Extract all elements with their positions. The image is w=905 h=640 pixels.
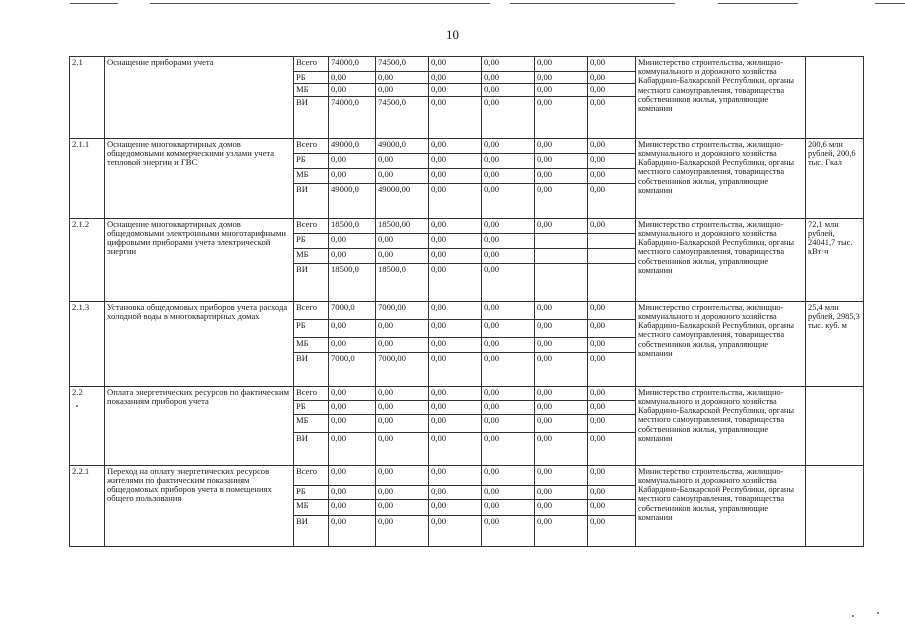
funding-amount: 0,00 [588, 400, 636, 414]
scan-speck [877, 612, 879, 614]
funding-amount: 0,00 [535, 57, 588, 72]
item-code: 2.1.3 [70, 301, 105, 386]
funding-amount: 0,00 [429, 352, 482, 386]
funding-amount: 0,00 [376, 499, 429, 515]
funding-amount: 0,00 [535, 414, 588, 432]
funding-amount: 0,00 [429, 263, 482, 301]
funding-amount: 0,00 [482, 432, 535, 465]
table-row [70, 301, 864, 319]
funding-source: Всего [294, 465, 329, 485]
funding-amount: 18500,0 [376, 263, 429, 301]
funding-amount: 49000,0 [329, 183, 376, 218]
funding-amount: 0,00 [482, 352, 535, 386]
item-name: Оснащение многоквартирных домов общедомовыми электронными многотарифными цифровыми приборами учета электрической энергии [105, 218, 294, 301]
funding-amount: 0,00 [429, 386, 482, 400]
funding-amount: 0,00 [429, 465, 482, 485]
funding-source: ВИ [294, 515, 329, 546]
responsible-executors: Министерство строительства, жилищно-коммунального и дорожного хозяйства Кабардино-Балкарской Республики, органы местного самоуправления, товарищества собственников жилья, управляющие компании [636, 465, 806, 546]
funding-amount: 0,00 [535, 465, 588, 485]
funding-amount: 7000,00 [376, 301, 429, 319]
funding-amount: 0,00 [329, 248, 376, 263]
funding-amount: 0,00 [482, 337, 535, 352]
item-name: Установка общедомовых приборов учета расхода холодной воды в многоквартирных домах [105, 301, 294, 386]
funding-amount [588, 248, 636, 263]
funding-source: РБ [294, 233, 329, 248]
responsible-executors: Министерство строительства, жилищно-коммунального и дорожного хозяйства Кабардино-Балкарской Республики, органы местного самоуправления, товарищества собственников жилья, управляющие компании [636, 57, 806, 139]
funding-source: МБ [294, 168, 329, 183]
funding-amount: 0,00 [482, 57, 535, 72]
funding-amount: 0,00 [429, 414, 482, 432]
funding-amount: 0,00 [588, 386, 636, 400]
funding-amount: 0,00 [588, 96, 636, 138]
funding-amount: 0,00 [376, 248, 429, 263]
funding-amount: 0,00 [429, 515, 482, 546]
funding-amount: 0,00 [329, 233, 376, 248]
funding-amount: 0,00 [329, 400, 376, 414]
funding-amount: 18500,0 [329, 263, 376, 301]
funding-amount: 0,00 [588, 138, 636, 153]
funding-source: Всего [294, 386, 329, 400]
funding-amount: 0,00 [482, 465, 535, 485]
funding-amount: 0,00 [482, 248, 535, 263]
funding-amount: 0,00 [535, 96, 588, 138]
funding-source: Всего [294, 138, 329, 153]
funding-source: ВИ [294, 263, 329, 301]
funding-amount: 49000,00 [376, 183, 429, 218]
item-name: Переход на оплату энергетических ресурсов жителями по фактическим показаниям общедомовых приборов учета в помещениях общего пользования [105, 465, 294, 546]
funding-amount: 0,00 [588, 168, 636, 183]
funding-amount: 0,00 [376, 72, 429, 84]
funding-amount: 0,00 [535, 183, 588, 218]
funding-amount: 7000,0 [329, 352, 376, 386]
funding-amount: 0,00 [588, 84, 636, 96]
item-code: 2.2 [70, 386, 105, 465]
funding-amount: 18500,00 [376, 218, 429, 233]
funding-amount: 0,00 [429, 432, 482, 465]
funding-amount: 0,00 [535, 400, 588, 414]
funding-amount: 0,00 [535, 153, 588, 168]
funding-amount: 0,00 [588, 485, 636, 499]
funding-amount: 0,00 [429, 57, 482, 72]
funding-amount: 0,00 [329, 84, 376, 96]
funding-amount: 74500,0 [376, 57, 429, 72]
funding-source: МБ [294, 499, 329, 515]
top-rule [510, 3, 675, 4]
funding-amount: 18500,0 [329, 218, 376, 233]
funding-amount [535, 248, 588, 263]
funding-amount: 0,00 [429, 168, 482, 183]
funding-amount: 0,00 [535, 218, 588, 233]
item-name: Оплата энергетических ресурсов по фактическим показаниям приборов учета [105, 386, 294, 465]
funding-source: ВИ [294, 352, 329, 386]
funding-source: РБ [294, 400, 329, 414]
funding-amount: 0,00 [482, 153, 535, 168]
responsible-executors: Министерство строительства, жилищно-коммунального и дорожного хозяйства Кабардино-Балкарской Республики, органы местного самоуправления, товарищества собственников жилья, управляющие компании [636, 386, 806, 465]
funding-amount: 0,00 [329, 168, 376, 183]
funding-amount: 0,00 [588, 515, 636, 546]
funding-amount: 0,00 [482, 72, 535, 84]
funding-amount: 0,00 [376, 319, 429, 337]
funding-amount: 0,00 [429, 337, 482, 352]
funding-amount: 0,00 [482, 499, 535, 515]
funding-amount: 0,00 [329, 337, 376, 352]
funding-source: МБ [294, 337, 329, 352]
program-table [69, 56, 864, 547]
funding-amount: 0,00 [588, 352, 636, 386]
top-rule [70, 3, 118, 4]
funding-amount: 0,00 [588, 183, 636, 218]
funding-amount: 0,00 [588, 218, 636, 233]
top-rule [875, 3, 905, 4]
funding-amount: 0,00 [376, 386, 429, 400]
funding-amount: 0,00 [429, 84, 482, 96]
funding-amount: 0,00 [535, 499, 588, 515]
top-rule [718, 3, 798, 4]
funding-amount: 0,00 [482, 414, 535, 432]
funding-amount: 0,00 [482, 400, 535, 414]
funding-amount: 0,00 [429, 153, 482, 168]
funding-amount: 0,00 [535, 485, 588, 499]
funding-source: РБ [294, 153, 329, 168]
funding-source: РБ [294, 72, 329, 84]
target-indicator: 200,6 млн рублей, 200,6 тыс. Гкал [806, 138, 864, 218]
funding-source: РБ [294, 485, 329, 499]
funding-amount [535, 233, 588, 248]
funding-amount: 0,00 [535, 337, 588, 352]
funding-amount: 0,00 [482, 183, 535, 218]
funding-amount: 0,00 [376, 515, 429, 546]
funding-amount: 0,00 [482, 84, 535, 96]
funding-amount: 0,00 [429, 233, 482, 248]
item-code: 2.1.1 [70, 138, 105, 218]
funding-amount: 0,00 [482, 233, 535, 248]
funding-amount: 0,00 [329, 465, 376, 485]
funding-amount: 0,00 [376, 432, 429, 465]
funding-amount: 0,00 [535, 138, 588, 153]
funding-amount: 0,00 [429, 319, 482, 337]
funding-amount: 0,00 [588, 153, 636, 168]
funding-amount: 0,00 [588, 301, 636, 319]
table-row [70, 386, 864, 400]
funding-amount: 0,00 [376, 168, 429, 183]
funding-source: РБ [294, 319, 329, 337]
funding-amount: 0,00 [329, 515, 376, 546]
funding-amount: 0,00 [535, 301, 588, 319]
funding-amount: 0,00 [482, 96, 535, 138]
funding-amount: 0,00 [329, 72, 376, 84]
funding-amount: 74000,0 [329, 96, 376, 138]
funding-amount: 0,00 [535, 386, 588, 400]
funding-amount: 0,00 [588, 72, 636, 84]
funding-amount: 0,00 [329, 432, 376, 465]
funding-amount: 0,00 [376, 414, 429, 432]
funding-source: ВИ [294, 183, 329, 218]
funding-amount: 0,00 [329, 319, 376, 337]
top-rule [150, 3, 490, 4]
funding-amount: 0,00 [429, 400, 482, 414]
funding-amount: 0,00 [588, 432, 636, 465]
funding-amount: 0,00 [482, 386, 535, 400]
funding-amount: 0,00 [588, 337, 636, 352]
funding-source: ВИ [294, 432, 329, 465]
funding-amount: 0,00 [482, 168, 535, 183]
funding-amount: 0,00 [429, 485, 482, 499]
funding-amount: 0,00 [376, 465, 429, 485]
funding-amount: 0,00 [588, 57, 636, 72]
item-name: Оснащение многоквартирных домов общедомовыми коммерческими узлами учета тепловой энергии и ГВС [105, 138, 294, 218]
funding-amount: 0,00 [482, 485, 535, 499]
funding-amount: 0,00 [588, 319, 636, 337]
target-indicator: 72,1 млн рублей, 24041,7 тыс. кВт·ч [806, 218, 864, 301]
funding-source: МБ [294, 248, 329, 263]
responsible-executors: Министерство строительства, жилищно-коммунального и дорожного хозяйства Кабардино-Балкарской Республики, органы местного самоуправления, товарищества собственников жилья, управляющие компании [636, 218, 806, 301]
funding-amount: 0,00 [535, 352, 588, 386]
funding-amount: 0,00 [429, 138, 482, 153]
funding-amount: 0,00 [429, 499, 482, 515]
funding-amount: 0,00 [535, 168, 588, 183]
funding-source: МБ [294, 84, 329, 96]
funding-amount: 0,00 [535, 432, 588, 465]
target-indicator [806, 465, 864, 546]
funding-amount: 0,00 [376, 153, 429, 168]
item-code: 2.1 [70, 57, 105, 139]
funding-amount: 74000,0 [329, 57, 376, 72]
funding-amount: 0,00 [376, 400, 429, 414]
funding-amount: 0,00 [429, 72, 482, 84]
item-code: 2.1.2 [70, 218, 105, 301]
funding-amount: 0,00 [376, 233, 429, 248]
funding-amount: 0,00 [482, 218, 535, 233]
funding-amount: 0,00 [482, 515, 535, 546]
funding-amount [588, 233, 636, 248]
page-number: 10 [446, 27, 459, 42]
funding-amount: 0,00 [376, 485, 429, 499]
funding-amount: 0,00 [482, 263, 535, 301]
funding-amount: 7000,0 [329, 301, 376, 319]
scan-speck [852, 615, 854, 617]
funding-amount: 0,00 [329, 153, 376, 168]
responsible-executors: Министерство строительства, жилищно-коммунального и дорожного хозяйства Кабардино-Балкарской Республики, органы местного самоуправления, товарищества собственников жилья, управляющие компании [636, 138, 806, 218]
funding-amount: 0,00 [535, 515, 588, 546]
item-name: Оснащение приборами учета [105, 57, 294, 139]
table-row [70, 138, 864, 153]
table-row [70, 465, 864, 485]
funding-amount: 0,00 [329, 499, 376, 515]
table-row [70, 218, 864, 233]
funding-amount: 0,00 [429, 96, 482, 138]
funding-amount: 0,00 [535, 84, 588, 96]
funding-amount: 0,00 [429, 218, 482, 233]
funding-source: Всего [294, 218, 329, 233]
funding-amount: 0,00 [429, 183, 482, 218]
responsible-executors: Министерство строительства, жилищно-коммунального и дорожного хозяйства Кабардино-Балкарской Республики, органы местного самоуправления, товарищества собственников жилья, управляющие компании [636, 301, 806, 386]
target-indicator [806, 57, 864, 139]
funding-amount: 0,00 [588, 465, 636, 485]
table-row [70, 57, 864, 72]
funding-source: МБ [294, 414, 329, 432]
funding-amount: 0,00 [376, 84, 429, 96]
funding-amount: 0,00 [482, 319, 535, 337]
funding-amount: 0,00 [535, 319, 588, 337]
funding-source: ВИ [294, 96, 329, 138]
funding-amount: 49000,0 [329, 138, 376, 153]
funding-amount [535, 263, 588, 301]
funding-amount: 0,00 [588, 414, 636, 432]
funding-amount: 0,00 [482, 301, 535, 319]
target-indicator [806, 386, 864, 465]
funding-amount: 49000,0 [376, 138, 429, 153]
funding-amount: 0,00 [429, 248, 482, 263]
funding-amount: 0,00 [329, 485, 376, 499]
item-code: 2.2.1 [70, 465, 105, 546]
funding-amount: 0,00 [329, 414, 376, 432]
funding-amount: 0,00 [535, 72, 588, 84]
funding-amount [588, 263, 636, 301]
funding-amount: 0,00 [588, 499, 636, 515]
funding-amount: 0,00 [429, 301, 482, 319]
funding-amount: 0,00 [376, 337, 429, 352]
funding-source: Всего [294, 57, 329, 72]
funding-amount: 7000,00 [376, 352, 429, 386]
funding-amount: 74500,0 [376, 96, 429, 138]
scan-speck [76, 405, 78, 407]
target-indicator: 25,4 млн рублей, 2985,3 тыс. куб. м [806, 301, 864, 386]
funding-source: Всего [294, 301, 329, 319]
funding-amount: 0,00 [482, 138, 535, 153]
funding-amount: 0,00 [329, 386, 376, 400]
